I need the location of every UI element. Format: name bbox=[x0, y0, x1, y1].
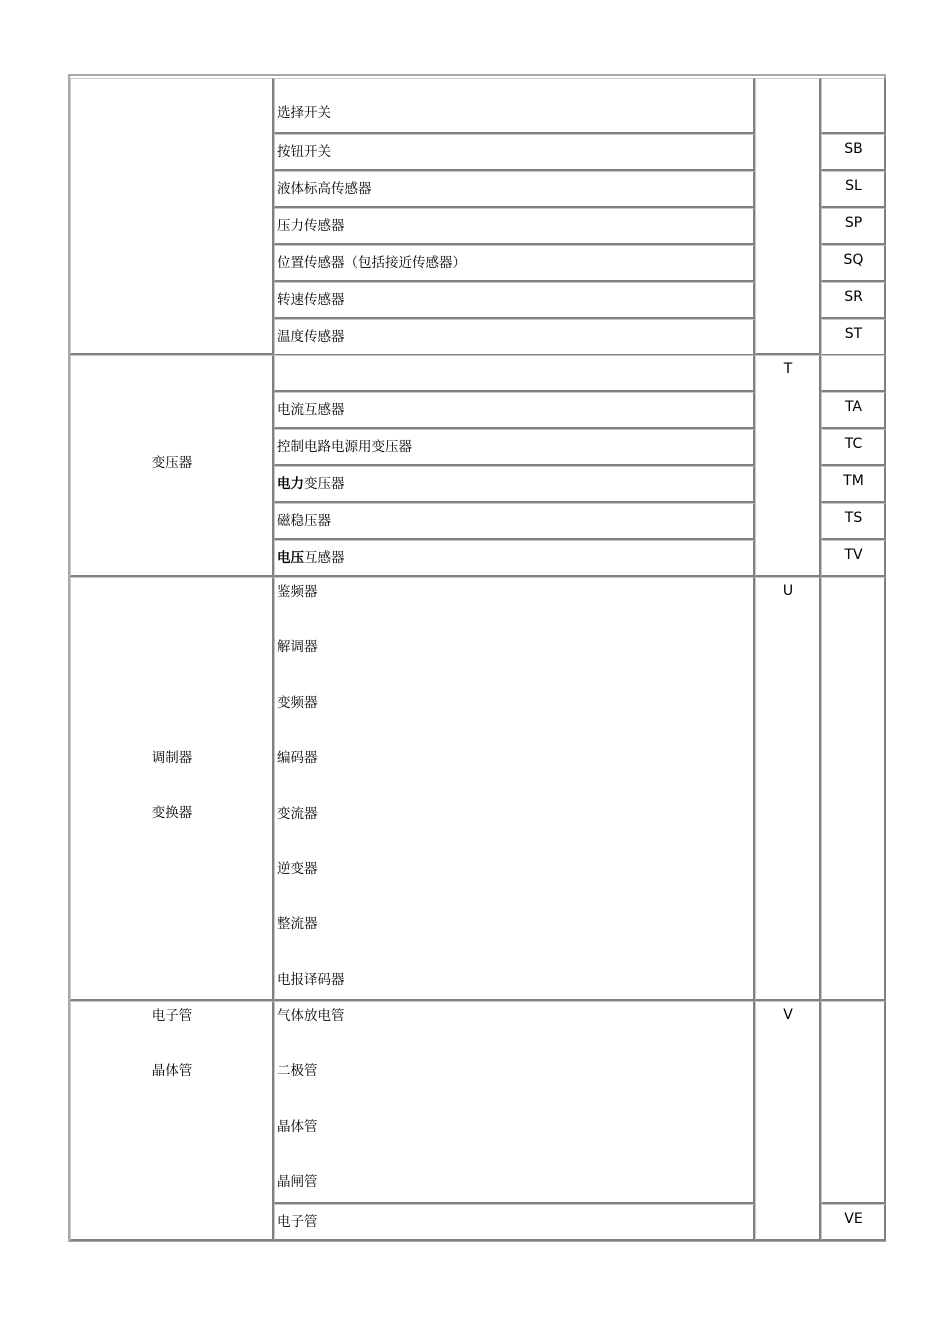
code-cell bbox=[821, 577, 886, 1001]
item-list-cell bbox=[274, 1001, 755, 1204]
item-list-cell bbox=[274, 577, 755, 1001]
component-name-cell bbox=[274, 78, 755, 134]
code-cell bbox=[821, 1001, 886, 1204]
component-name: 按钮开关 bbox=[277, 144, 331, 160]
component-name-cell bbox=[274, 1204, 755, 1241]
code-cell bbox=[821, 78, 886, 134]
category-label: 变换器 bbox=[151, 805, 193, 821]
component-name: 选择开关 bbox=[277, 105, 331, 121]
component-name: 控制电路电源用变压器 bbox=[277, 439, 412, 455]
component-name: 转速传感器 bbox=[277, 292, 345, 308]
category-cell bbox=[70, 577, 274, 1001]
class-letter-cell bbox=[755, 355, 821, 577]
letter-code: SB bbox=[844, 141, 863, 157]
component-name: 位置传感器（包括接近传感器） bbox=[277, 255, 466, 271]
component-name-cell bbox=[274, 319, 755, 356]
letter-code: SP bbox=[844, 215, 863, 231]
component-name: 解调器 bbox=[277, 639, 318, 656]
component-name: 液体标高传感器 bbox=[277, 181, 372, 197]
component-name: 磁稳压器 bbox=[277, 513, 331, 529]
letter-code: TA bbox=[844, 399, 863, 415]
category-label: 变压器 bbox=[151, 455, 193, 471]
component-name: 温度传感器 bbox=[277, 329, 345, 345]
category-label: 晶体管 bbox=[151, 1063, 193, 1079]
letter-code: VE bbox=[844, 1211, 863, 1227]
class-letter-cell bbox=[755, 1001, 821, 1241]
component-name: 电报译码器 bbox=[277, 971, 345, 988]
component-name: 编码器 bbox=[277, 750, 318, 767]
letter-code: TS bbox=[844, 510, 863, 526]
category-label: 电子管 bbox=[151, 1008, 193, 1024]
class-letter-cell bbox=[755, 577, 821, 1001]
component-name: 互感器 bbox=[304, 550, 345, 566]
component-name: 晶闸管 bbox=[277, 1174, 318, 1191]
component-name-cell bbox=[274, 503, 755, 540]
component-name: 变频器 bbox=[277, 694, 318, 711]
class-letter-cell bbox=[755, 78, 821, 355]
component-name-cell bbox=[274, 466, 755, 503]
letter-code: SQ bbox=[843, 252, 864, 268]
component-name: 逆变器 bbox=[277, 861, 318, 877]
letter-code: SR bbox=[844, 289, 863, 305]
component-name: 晶体管 bbox=[277, 1118, 318, 1135]
component-name-cell bbox=[274, 392, 755, 429]
letter-code: SL bbox=[845, 178, 862, 194]
component-name: 变压器 bbox=[304, 476, 345, 492]
component-name: 气体放电管 bbox=[277, 1008, 345, 1024]
component-name-bold: 电力 bbox=[277, 476, 304, 492]
class-letter: U bbox=[782, 583, 794, 599]
letter-code: TC bbox=[844, 436, 863, 452]
component-name: 二极管 bbox=[277, 1063, 318, 1080]
component-name: 鉴频器 bbox=[277, 584, 318, 600]
category-cell bbox=[70, 78, 274, 355]
component-name: 压力传感器 bbox=[277, 218, 345, 234]
component-name-cell bbox=[274, 355, 755, 392]
component-name: 电子管 bbox=[277, 1214, 318, 1230]
code-cell bbox=[821, 355, 886, 392]
component-name-cell bbox=[274, 134, 755, 171]
class-letter: V bbox=[783, 1007, 793, 1023]
component-name: 变流器 bbox=[277, 805, 318, 822]
component-name-cell bbox=[274, 208, 755, 245]
letter-code: TV bbox=[844, 547, 863, 563]
category-label: 调制器 bbox=[151, 750, 193, 766]
component-name-cell bbox=[274, 282, 755, 319]
component-name: 电流互感器 bbox=[277, 402, 345, 418]
class-letter: T bbox=[783, 361, 793, 377]
component-name-cell bbox=[274, 540, 755, 577]
category-cell bbox=[70, 1001, 274, 1241]
component-name: 整流器 bbox=[277, 916, 318, 933]
letter-code: ST bbox=[844, 326, 863, 342]
component-name-bold: 电压 bbox=[277, 550, 304, 566]
letter-code: TM bbox=[843, 473, 864, 489]
